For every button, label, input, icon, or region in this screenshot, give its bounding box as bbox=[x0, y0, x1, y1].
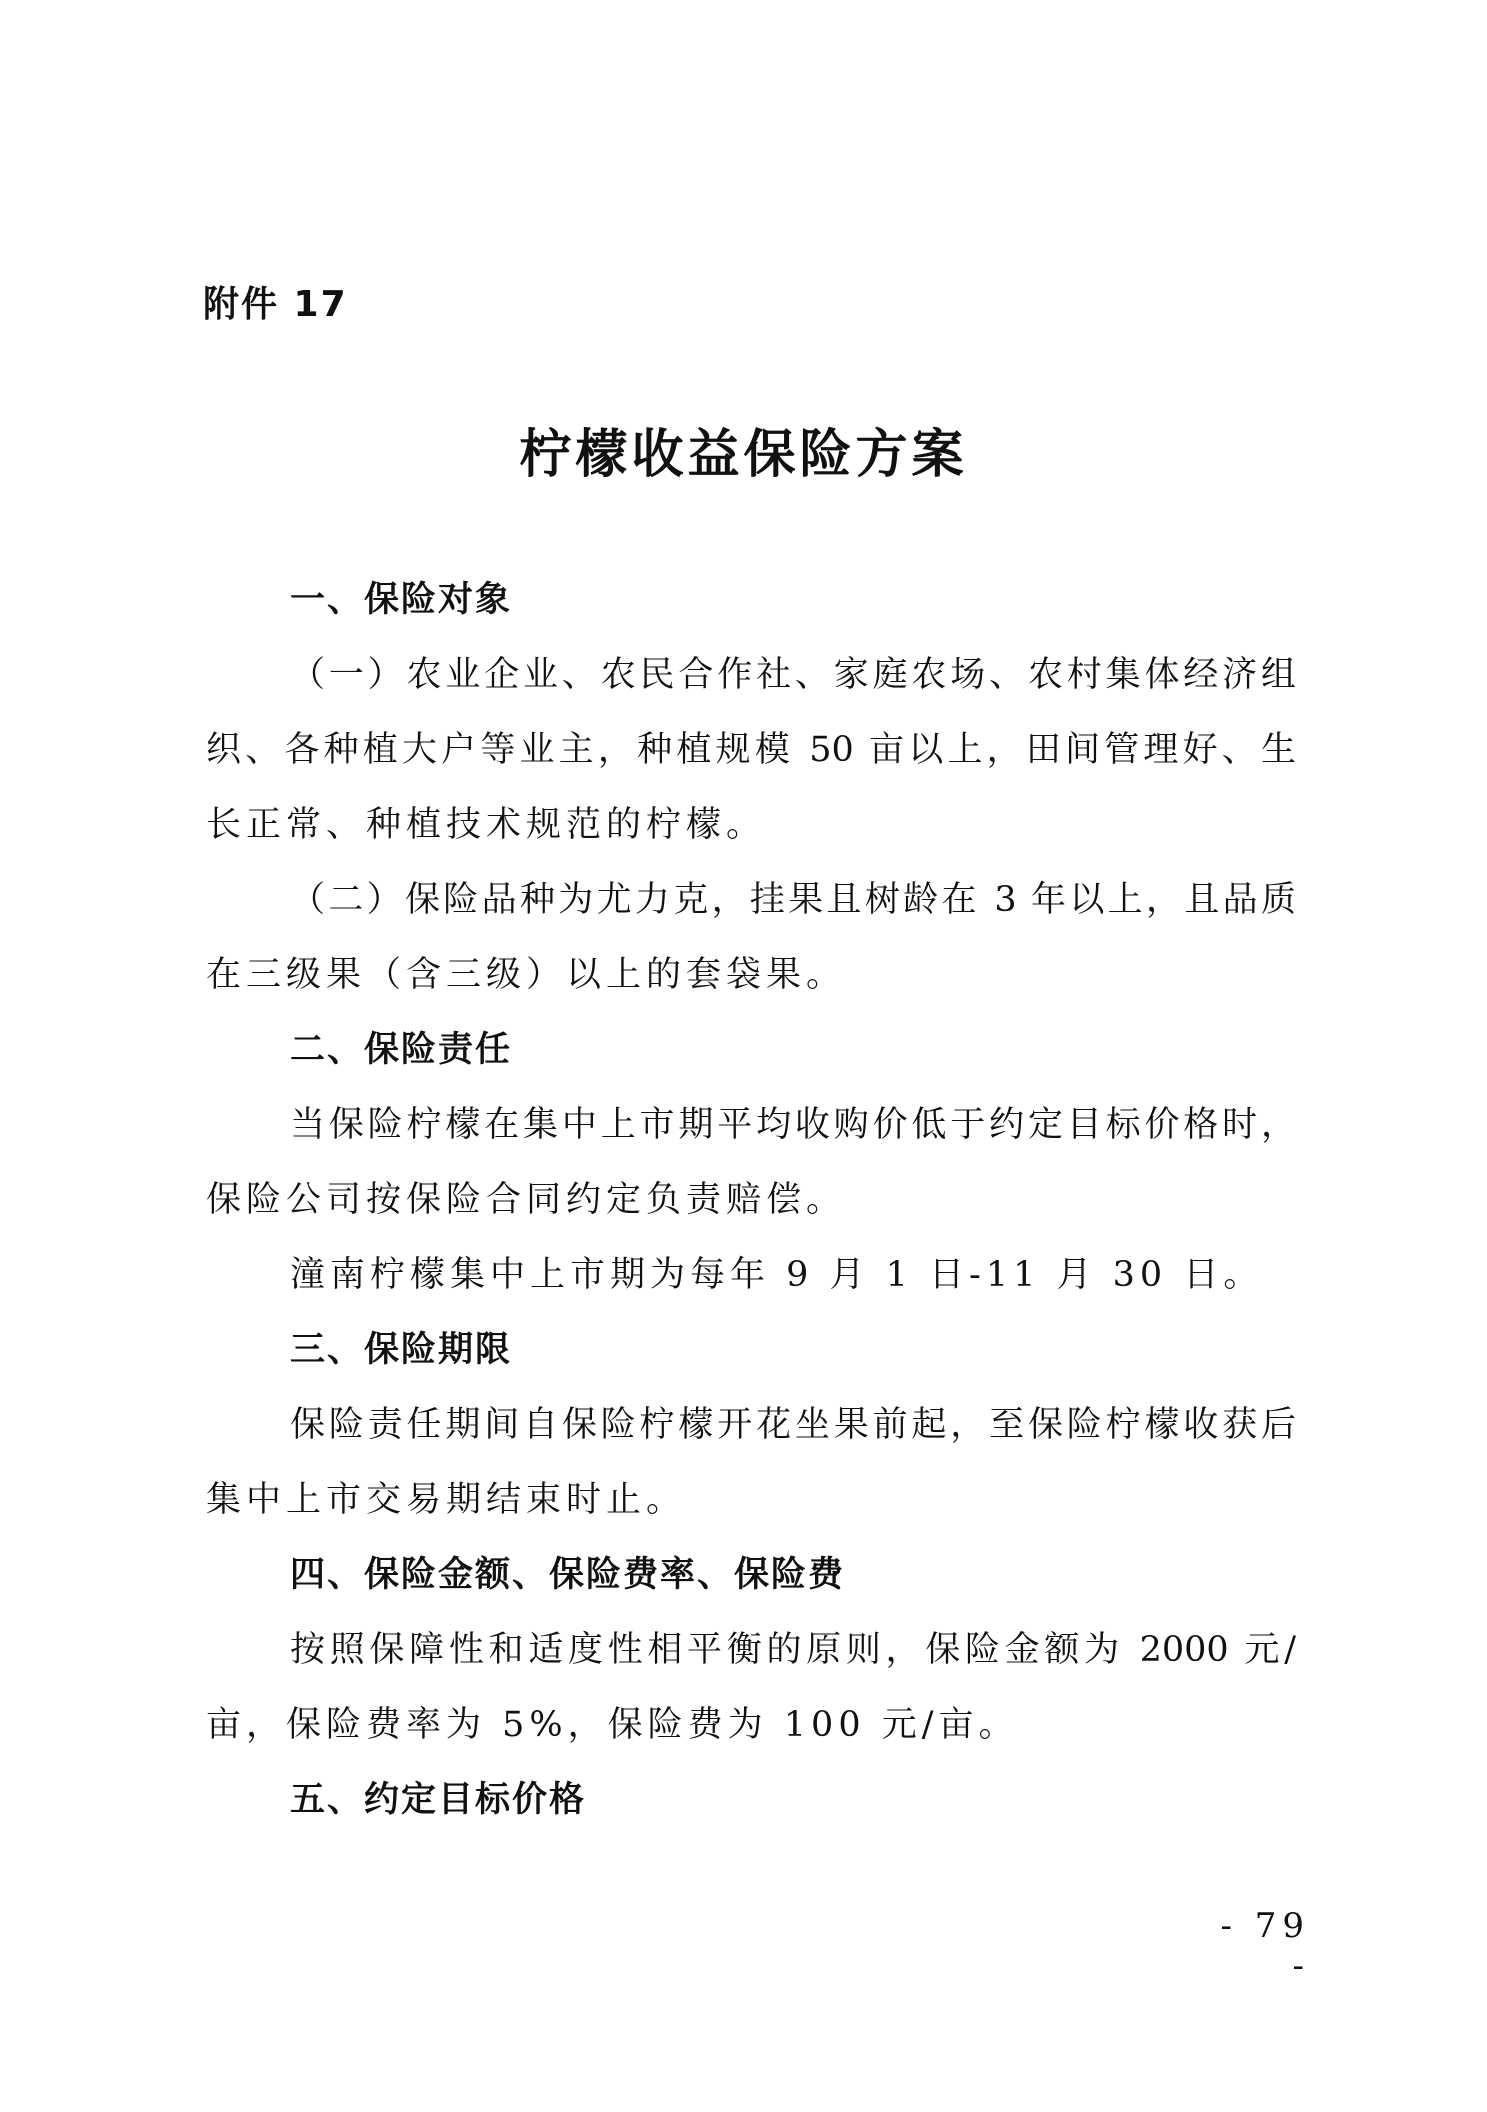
paragraph-line: 保险责任期间自保险柠檬开花坐果前起，至保险柠檬收获后 bbox=[290, 1405, 1296, 1445]
paragraph-line: 当保险柠檬在集中上市期平均收购价低于约定目标价格时， bbox=[290, 1105, 1296, 1145]
page-number: - 79 - bbox=[1220, 1906, 1310, 1986]
paragraph-line: 按照保障性和适度性相平衡的原则，保险金额为 2000 元/ bbox=[290, 1630, 1296, 1670]
section-heading-term: 三、保险期限 bbox=[290, 1330, 513, 1370]
section-heading-liability: 二、保险责任 bbox=[290, 1030, 513, 1070]
paragraph-line: 潼南柠檬集中上市期为每年 9 月 1 日-11 月 30 日。 bbox=[290, 1255, 1264, 1295]
section-heading-insured-object: 一、保险对象 bbox=[290, 580, 513, 620]
paragraph-line: 亩，保险费率为 5%，保险费为 100 元/亩。 bbox=[206, 1705, 1019, 1745]
paragraph-line: （二）保险品种为尤力克，挂果且树龄在 3 年以上，且品质 bbox=[290, 880, 1296, 920]
paragraph-line: 集中上市交易期结束时止。 bbox=[206, 1480, 687, 1520]
paragraph-line: 保险公司按保险合同约定负责赔偿。 bbox=[206, 1180, 847, 1220]
attachment-label: 附件 17 bbox=[203, 284, 348, 325]
section-heading-amount-rate-premium: 四、保险金额、保险费率、保险费 bbox=[290, 1555, 846, 1595]
paragraph-line: 长正常、种植技术规范的柠檬。 bbox=[206, 805, 767, 845]
section-heading-target-price: 五、约定目标价格 bbox=[290, 1780, 587, 1820]
paragraph-line: （一）农业企业、农民合作社、家庭农场、农村集体经济组 bbox=[290, 655, 1296, 695]
paragraph-line: 在三级果（含三级）以上的套袋果。 bbox=[206, 955, 847, 995]
paragraph-line: 织、各种植大户等业主，种植规模 50 亩以上，田间管理好、生 bbox=[206, 730, 1296, 770]
document-title: 柠檬收益保险方案 bbox=[519, 425, 968, 485]
